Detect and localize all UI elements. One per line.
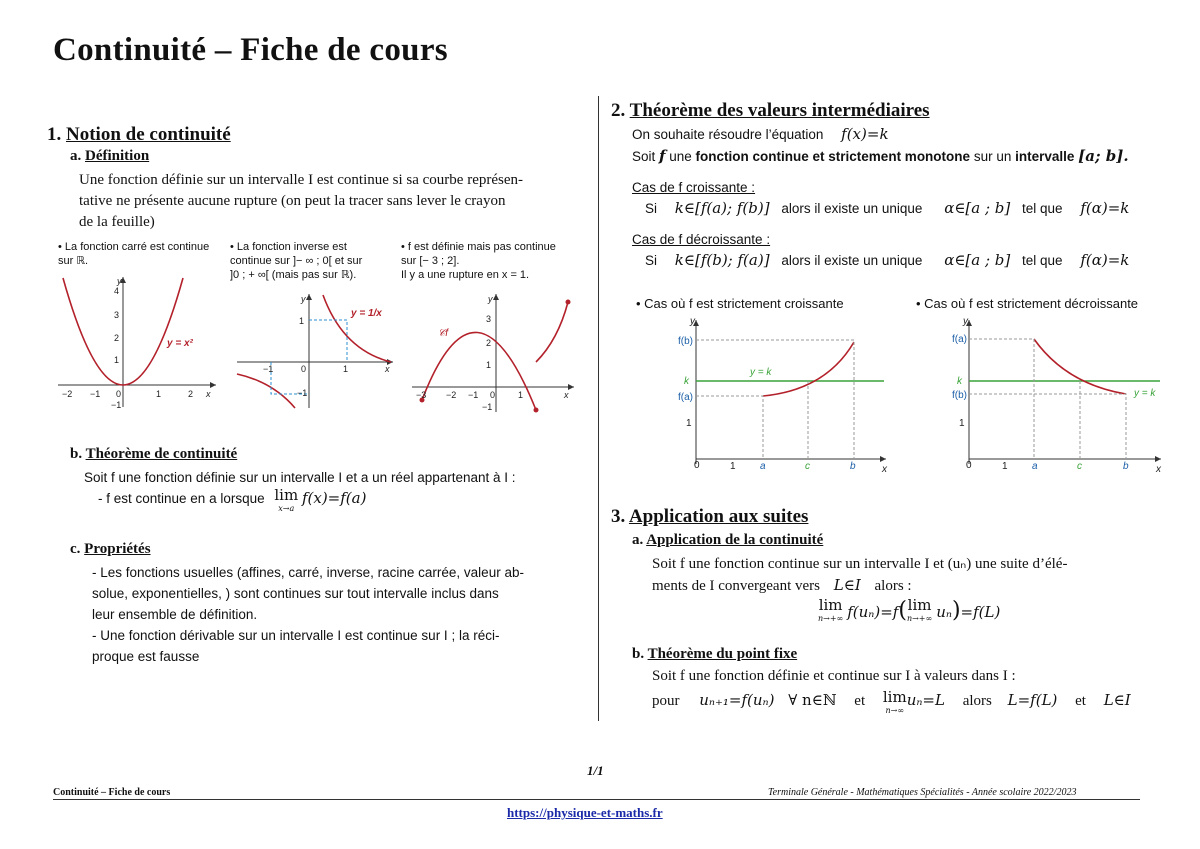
- svg-text:b: b: [850, 461, 856, 472]
- tvi-hypothesis: Soit f une fonction continue et strictement monotone sur un intervalle [a; b].: [632, 147, 1129, 165]
- svg-text:2: 2: [486, 338, 492, 348]
- fixed-point-formula: pour uₙ₊₁=f(uₙ) ∀ n∈ℕ et lim n→∞ uₙ=L alors L=f(L) et L∈I: [652, 688, 1131, 715]
- svg-text:y: y: [690, 316, 695, 327]
- svg-text:c: c: [805, 461, 810, 472]
- graph-square-function: [56, 272, 222, 412]
- svg-text:0: 0: [490, 390, 496, 400]
- svg-text:−1: −1: [90, 389, 101, 399]
- svg-text:−1: −1: [468, 390, 479, 400]
- svg-text:k: k: [957, 376, 962, 387]
- section1a-heading: a. Définition: [70, 148, 150, 164]
- svg-text:2: 2: [114, 333, 120, 343]
- svg-text:k: k: [684, 376, 689, 387]
- svg-text:x: x: [206, 389, 211, 399]
- graph-tvi-increasing: [636, 314, 896, 474]
- svg-text:1: 1: [343, 364, 349, 374]
- column-divider: [598, 96, 599, 721]
- footer-divider: [53, 799, 1140, 800]
- svg-text:f(a): f(a): [952, 334, 967, 345]
- svg-text:y = k: y = k: [1134, 388, 1156, 399]
- fig-increasing-caption: • Cas où f est strictement croissante: [636, 296, 844, 311]
- svg-text:x: x: [385, 364, 390, 374]
- page-title: Continuité – Fiche de cours: [53, 32, 448, 68]
- svg-text:a: a: [1032, 461, 1038, 472]
- curve-label-inverse: y = 1/x: [351, 308, 382, 319]
- case-decreasing-statement: Si k∈[f(b); f(a)] alors il existe un unique α∈[a ; b] tel que f(α)=k: [645, 251, 1130, 269]
- site-link[interactable]: https://physique-et-maths.fr: [507, 805, 663, 820]
- case-increasing-statement: Si k∈[f(a); f(b)] alors il existe un unique α∈[a ; b] tel que f(α)=k: [645, 199, 1130, 217]
- graph-discontinuous-function: [408, 290, 580, 414]
- footer-right: Terminale Générale - Mathématiques Spécialités - Année scolaire 2022/2023: [768, 787, 1077, 798]
- svg-text:y: y: [117, 276, 122, 286]
- svg-text:y = k: y = k: [750, 367, 772, 378]
- case-increasing-title: Cas de f croissante :: [632, 180, 756, 195]
- curve-label-cf: 𝒞f: [438, 328, 449, 339]
- page-number: 1/1: [587, 763, 604, 778]
- svg-text:−1: −1: [263, 364, 274, 374]
- svg-text:f(b): f(b): [952, 390, 967, 401]
- section1b-heading: b. Théorème de continuité: [70, 446, 238, 462]
- svg-text:1: 1: [114, 355, 120, 365]
- svg-text:c: c: [1077, 461, 1082, 472]
- graph3-caption: • f est définie mais pas continue sur [− 3 ; 2]. Il y a une rupture en x = 1.: [401, 241, 556, 281]
- section3a-heading: a. Application de la continuité: [632, 532, 824, 548]
- svg-text:0: 0: [301, 364, 307, 374]
- section1-heading: 1. Notion de continuité: [47, 124, 231, 145]
- svg-text:0: 0: [694, 460, 700, 471]
- graph2-caption: • La fonction inverse est continue sur ]− ∞ ; 0[ et sur ]0 ; + ∞[ (mais pas sur ℝ).: [230, 241, 363, 281]
- svg-text:1: 1: [1002, 461, 1008, 472]
- svg-text:3: 3: [486, 314, 492, 324]
- svg-text:y: y: [963, 316, 968, 327]
- svg-text:1: 1: [959, 418, 965, 429]
- properties-text: - Les fonctions usuelles (affines, carré, inverse, racine carrée, valeur ab- solue, exponentielles, ) sont continues sur tout intervalle inclus dans leur ensemble de définition. - Une fonction dérivable sur un intervalle I est continue sur I ; la réci- proque est fausse: [92, 565, 524, 664]
- svg-text:x: x: [564, 390, 569, 400]
- svg-text:0: 0: [966, 460, 972, 471]
- curve-label-square: y = x²: [167, 338, 193, 349]
- svg-text:x: x: [1156, 464, 1161, 474]
- definition-text: Une fonction définie sur un intervalle I est continue si sa courbe représen- tative ne présente aucune rupture (on peut la tracer sans lever le crayon de la feuille): [79, 172, 524, 230]
- graph-tvi-decreasing: [916, 314, 1166, 474]
- sequence-limit-formula: lim n→+∞ f(uₙ)=f(lim n→+∞ uₙ)=f(L): [818, 596, 1001, 623]
- svg-text:f(a): f(a): [678, 392, 693, 403]
- tvi-intro: On souhaite résoudre l’équation f(x)=k: [632, 125, 889, 143]
- svg-text:3: 3: [114, 310, 120, 320]
- svg-text:1: 1: [686, 418, 692, 429]
- svg-text:1: 1: [299, 316, 305, 326]
- svg-text:−1: −1: [482, 402, 493, 412]
- footer-left: Continuité – Fiche de cours: [53, 787, 171, 798]
- svg-text:4: 4: [114, 286, 120, 296]
- svg-text:−3: −3: [416, 390, 427, 400]
- svg-text:1: 1: [730, 461, 736, 472]
- section2-heading: 2. Théorème des valeurs intermédiaires: [611, 100, 930, 121]
- continuity-theorem-text: Soit f une fonction définie sur un intervalle I et a un réel appartenant à I : - f est continue en a lorsque lim x→a f(x)=f(a): [84, 470, 516, 513]
- case-decreasing-title: Cas de f décroissante :: [632, 232, 771, 247]
- svg-text:1: 1: [156, 389, 162, 399]
- section3-heading: 3. Application aux suites: [611, 506, 809, 527]
- fixed-point-text: Soit f une fonction définie et continue sur I à valeurs dans I :: [652, 668, 1016, 684]
- svg-text:−2: −2: [446, 390, 457, 400]
- svg-text:y: y: [488, 294, 493, 304]
- svg-text:−2: −2: [62, 389, 73, 399]
- svg-text:b: b: [1123, 461, 1129, 472]
- svg-text:1: 1: [486, 360, 492, 370]
- svg-text:1: 1: [518, 390, 524, 400]
- svg-text:0: 0: [116, 389, 122, 399]
- graph1-caption: • La fonction carré est continue sur ℝ.: [58, 241, 210, 267]
- svg-text:a: a: [760, 461, 766, 472]
- graph-inverse-function: [233, 290, 397, 410]
- svg-text:2: 2: [188, 389, 194, 399]
- svg-text:y: y: [301, 294, 306, 304]
- sequence-continuity-text: Soit f une fonction continue sur un intervalle I et (uₙ) une suite d’élé- ments de I convergeant vers L∈I alors :: [652, 556, 1068, 594]
- svg-text:x: x: [882, 464, 887, 474]
- section1c-heading: c. Propriétés: [70, 541, 151, 557]
- svg-text:f(b): f(b): [678, 336, 693, 347]
- svg-text:−1: −1: [111, 400, 122, 410]
- section3b-heading: b. Théorème du point fixe: [632, 646, 798, 662]
- svg-text:−1: −1: [297, 388, 308, 398]
- fig-decreasing-caption: • Cas où f est strictement décroissante: [916, 296, 1139, 311]
